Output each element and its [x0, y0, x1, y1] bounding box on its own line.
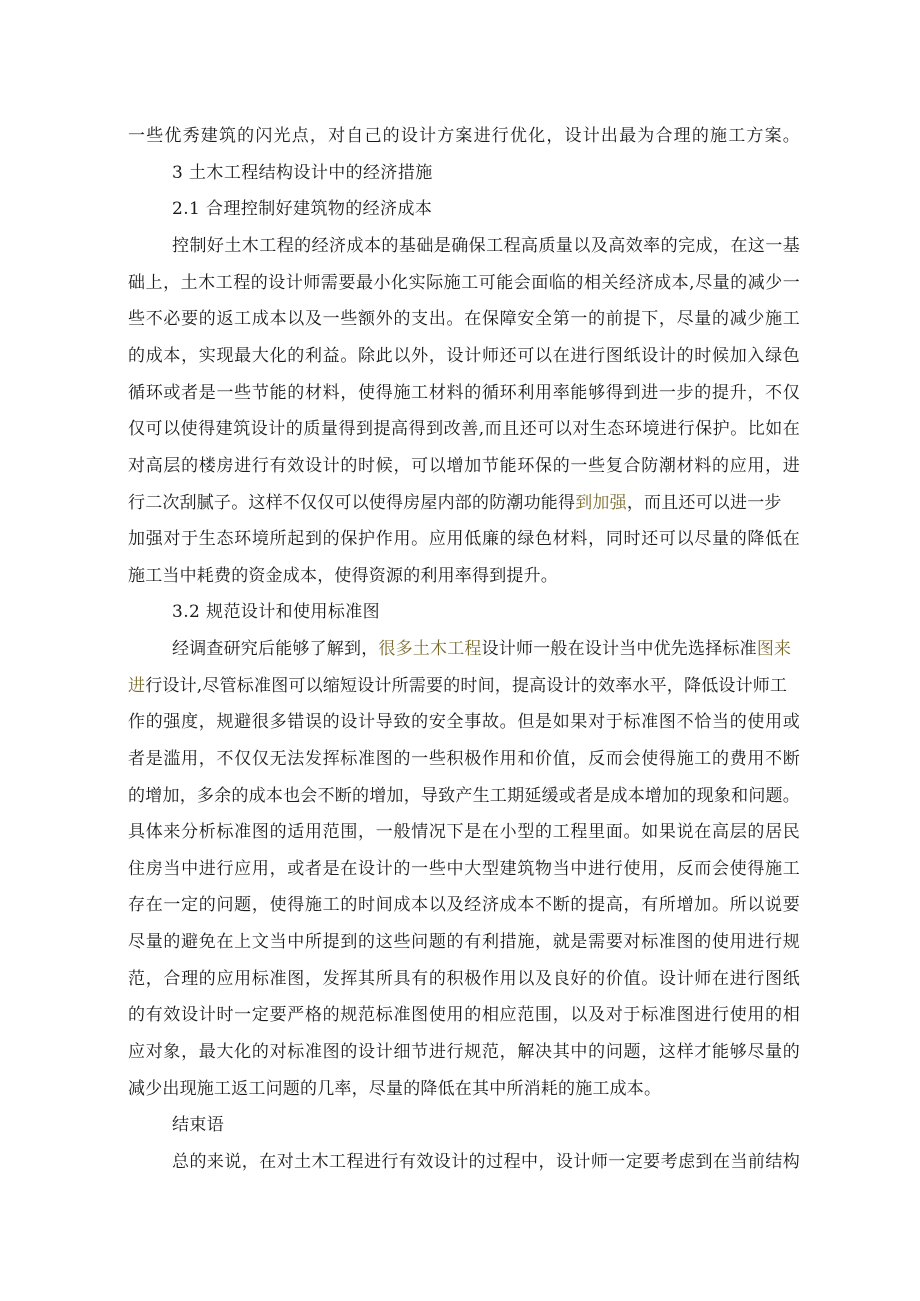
highlighted-text: 进 [128, 676, 146, 696]
text-run: 经调查研究后能够了解到， [172, 639, 379, 659]
highlighted-text: 到加强 [575, 493, 627, 513]
paragraph-line: 住房当中进行应用，或者是在设计的一些中大型建筑物当中进行使用，反而会使得施工 [128, 859, 800, 879]
paragraph-line [128, 668, 800, 704]
paragraph-line: 的有效设计时一定要严格的规范标准图使用的相应范围，以及对于标准图进行使用的相 [128, 1005, 800, 1025]
paragraph-line: 的增加，多余的成本也会不断的增加，导致产生工期延缓或者是成本增加的现象和问题。 [128, 786, 800, 806]
text-run: 行二次刮腻子。这样不仅仅可以使得房屋内部的防潮功能得 [128, 493, 576, 513]
text-run: 行设计,尽管标准图可以缩短设计所需要的时间，提高设计的效率水平，降低设计师工 [145, 676, 788, 696]
paragraph-line: 总的来说，在对土木工程进行有效设计的过程中，设计师一定要考虑到在当前结构 [172, 1152, 800, 1172]
paragraph-line: 循环或者是一些节能的材料，使得施工材料的循环利用率能够得到进一步的提升，不仅 [128, 383, 800, 403]
paragraph-line: 范，合理的应用标准图，发挥其所具有的积极作用以及良好的价值。设计师在进行图纸 [128, 969, 800, 989]
paragraph-line: 仅可以使得建筑设计的质量得到提高得到改善,而且还可以对生态环境进行保护。比如在 [128, 419, 800, 439]
paragraph-line: 施工当中耗费的资金成本，使得资源的利用率得到提升。 [128, 566, 558, 586]
paragraph-line: 对高层的楼房进行有效设计的时候，可以增加节能环保的一些复合防潮材料的应用，进 [128, 456, 800, 476]
paragraph-line: 作的强度，规避很多错误的设计导致的安全事故。但是如果对于标准图不恰当的使用或 [128, 712, 800, 732]
paragraph-line [128, 485, 800, 521]
paragraph-line: 控制好土木工程的经济成本的基础是确保工程高质量以及高效率的完成，在这一基 [172, 236, 800, 256]
paragraph-line [172, 631, 800, 667]
section-heading: 3 土木工程结构设计中的经济措施 [172, 163, 433, 183]
paragraph-line: 者是滥用，不仅仅无法发挥标准图的一些积极作用和价值，反而会使得施工的费用不断 [128, 749, 800, 769]
paragraph-line: 减少出现施工返工问题的几率，尽量的降低在其中所消耗的施工成本。 [128, 1079, 662, 1099]
text-run: 设计师一般在设计当中优先选择标准 [481, 639, 757, 659]
subsection-heading: 2.1 合理控制好建筑物的经济成本 [172, 199, 433, 219]
text-run: ，而且还可以进一步 [626, 493, 782, 513]
conclusion-heading: 结束语 [172, 1115, 225, 1135]
highlighted-text: 很多土木工程 [378, 639, 482, 659]
paragraph-line: 应对象，最大化的对标准图的设计细节进行规范，解决其中的问题，这样才能够尽量的 [128, 1042, 800, 1062]
paragraph-line: 础上，土木工程的设计师需要最小化实际施工可能会面临的相关经济成本,尽量的减少一 [128, 273, 800, 293]
paragraph-line: 存在一定的问题，使得施工的时间成本以及经济成本不断的提高，有所增加。所以说要 [128, 895, 800, 915]
paragraph-line: 加强对于生态环境所起到的保护作用。应用低廉的绿色材料，同时还可以尽量的降低在 [128, 529, 800, 549]
paragraph-line: 尽量的避免在上文当中所提到的这些问题的有利措施，就是需要对标准图的使用进行规 [128, 932, 800, 952]
paragraph-line: 的成本，实现最大化的利益。除此以外，设计师还可以在进行图纸设计的时候加入绿色 [128, 346, 800, 366]
paragraph-line: 具体来分析标准图的适用范围，一般情况下是在小型的工程里面。如果说在高层的居民 [128, 822, 800, 842]
paragraph-line: 些不必要的返工成本以及一些额外的支出。在保障安全第一的前提下，尽量的减少施工 [128, 309, 800, 329]
subsection-heading: 3.2 规范设计和使用标准图 [172, 602, 381, 622]
highlighted-text: 图来 [756, 639, 792, 659]
paragraph-line: 一些优秀建筑的闪光点，对自己的设计方案进行优化，设计出最为合理的施工方案。 [128, 126, 800, 146]
